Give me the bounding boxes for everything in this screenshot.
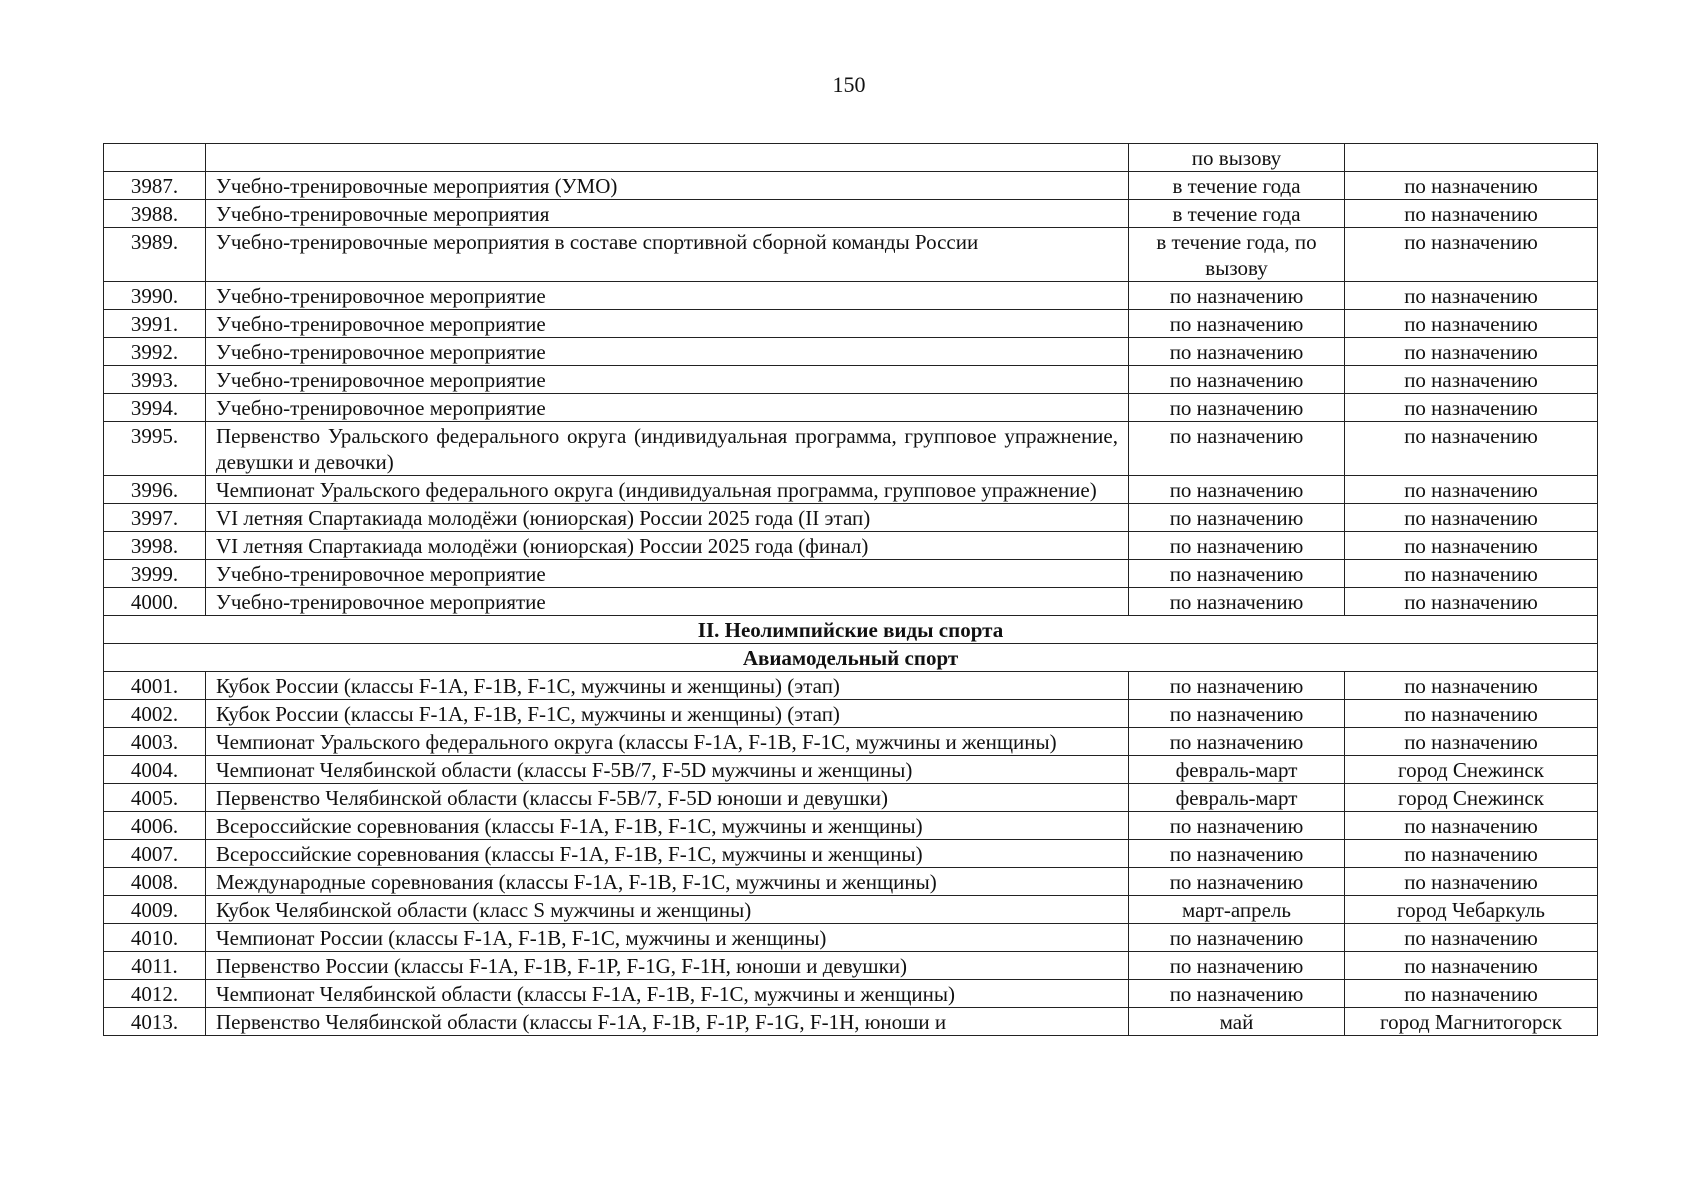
row-number: 4005. xyxy=(104,784,206,812)
table-row xyxy=(104,1008,1598,1036)
event-place: по назначению xyxy=(1345,672,1598,700)
table-row xyxy=(104,784,1598,812)
event-name xyxy=(206,144,1129,172)
row-number: 4012. xyxy=(104,980,206,1008)
section-header-row xyxy=(104,616,1598,644)
event-place: по назначению xyxy=(1345,980,1598,1008)
table-row xyxy=(104,504,1598,532)
event-period: по назначению xyxy=(1129,394,1345,422)
table-row xyxy=(104,980,1598,1008)
event-period: в течение года xyxy=(1129,172,1345,200)
row-number: 3997. xyxy=(104,504,206,532)
event-name: Учебно-тренировочное мероприятие xyxy=(206,560,1129,588)
event-name: Чемпионат Уральского федерального округа (индивидуальная программа, групповое упражнение) xyxy=(206,476,1129,504)
event-name: Чемпионат Челябинской области (классы F-5B/7, F-5D мужчины и женщины) xyxy=(206,756,1129,784)
row-number xyxy=(104,144,206,172)
table-row xyxy=(104,144,1598,172)
row-number: 4013. xyxy=(104,1008,206,1036)
row-number: 4009. xyxy=(104,896,206,924)
event-place: город Чебаркуль xyxy=(1345,896,1598,924)
event-place: по назначению xyxy=(1345,728,1598,756)
event-name: Кубок Челябинской области (класс S мужчины и женщины) xyxy=(206,896,1129,924)
event-name: Чемпионат Челябинской области (классы F-1A, F-1B, F-1C, мужчины и женщины) xyxy=(206,980,1129,1008)
event-period: в течение года, по вызову xyxy=(1129,228,1345,282)
row-number: 3998. xyxy=(104,532,206,560)
table-row xyxy=(104,422,1598,476)
row-number: 3990. xyxy=(104,282,206,310)
table-row xyxy=(104,812,1598,840)
event-name: Международные соревнования (классы F-1A, F-1B, F-1C, мужчины и женщины) xyxy=(206,868,1129,896)
event-name: Всероссийские соревнования (классы F-1A, F-1B, F-1C, мужчины и женщины) xyxy=(206,812,1129,840)
table-row xyxy=(104,532,1598,560)
table-row xyxy=(104,282,1598,310)
event-period: май xyxy=(1129,1008,1345,1036)
event-period: по назначению xyxy=(1129,282,1345,310)
event-period: по назначению xyxy=(1129,924,1345,952)
event-place: по назначению xyxy=(1345,504,1598,532)
event-name: Первенство Челябинской области (классы F-5B/7, F-5D юноши и девушки) xyxy=(206,784,1129,812)
table-row xyxy=(104,840,1598,868)
events-table-body xyxy=(104,144,1598,1036)
table-row xyxy=(104,756,1598,784)
event-period: по назначению xyxy=(1129,812,1345,840)
event-period: по назначению xyxy=(1129,366,1345,394)
section-title: Авиамодельный спорт xyxy=(104,644,1598,672)
event-period: по назначению xyxy=(1129,700,1345,728)
event-name: Учебно-тренировочное мероприятие xyxy=(206,310,1129,338)
event-name: Учебно-тренировочное мероприятие xyxy=(206,366,1129,394)
table-row xyxy=(104,700,1598,728)
event-place: по назначению xyxy=(1345,282,1598,310)
row-number: 3987. xyxy=(104,172,206,200)
event-name: Учебно-тренировочные мероприятия (УМО) xyxy=(206,172,1129,200)
event-period: по вызову xyxy=(1129,144,1345,172)
table-row xyxy=(104,868,1598,896)
event-name: Чемпионат России (классы F-1A, F-1B, F-1C, мужчины и женщины) xyxy=(206,924,1129,952)
event-name: Чемпионат Уральского федерального округа (классы F-1A, F-1B, F-1C, мужчины и женщины) xyxy=(206,728,1129,756)
table-row xyxy=(104,560,1598,588)
row-number: 4006. xyxy=(104,812,206,840)
row-number: 3988. xyxy=(104,200,206,228)
table-row xyxy=(104,172,1598,200)
event-period: по назначению xyxy=(1129,868,1345,896)
table-row xyxy=(104,672,1598,700)
event-period: по назначению xyxy=(1129,476,1345,504)
event-period: по назначению xyxy=(1129,588,1345,616)
event-place: город Магнитогорск xyxy=(1345,1008,1598,1036)
section-header-row xyxy=(104,644,1598,672)
event-period: по назначению xyxy=(1129,560,1345,588)
event-name: Учебно-тренировочное мероприятие xyxy=(206,394,1129,422)
event-place: по назначению xyxy=(1345,840,1598,868)
table-row xyxy=(104,366,1598,394)
event-name: Всероссийские соревнования (классы F-1A, F-1B, F-1C, мужчины и женщины) xyxy=(206,840,1129,868)
table-row xyxy=(104,310,1598,338)
table-row xyxy=(104,228,1598,282)
row-number: 3992. xyxy=(104,338,206,366)
event-name: Кубок России (классы F-1A, F-1B, F-1C, мужчины и женщины) (этап) xyxy=(206,672,1129,700)
row-number: 4000. xyxy=(104,588,206,616)
event-period: по назначению xyxy=(1129,422,1345,476)
event-name: Учебно-тренировочное мероприятие xyxy=(206,338,1129,366)
event-place xyxy=(1345,144,1598,172)
event-period: по назначению xyxy=(1129,728,1345,756)
event-period: в течение года xyxy=(1129,200,1345,228)
event-name: Учебно-тренировочное мероприятие xyxy=(206,282,1129,310)
event-place: по назначению xyxy=(1345,310,1598,338)
event-period: по назначению xyxy=(1129,310,1345,338)
event-name: Учебно-тренировочные мероприятия в составе спортивной сборной команды России xyxy=(206,228,1129,282)
event-place: по назначению xyxy=(1345,228,1598,282)
event-period: по назначению xyxy=(1129,672,1345,700)
event-period: по назначению xyxy=(1129,504,1345,532)
event-place: по назначению xyxy=(1345,952,1598,980)
row-number: 4007. xyxy=(104,840,206,868)
event-name: Учебно-тренировочное мероприятие xyxy=(206,588,1129,616)
event-name: Кубок России (классы F-1A, F-1B, F-1C, мужчины и женщины) (этап) xyxy=(206,700,1129,728)
table-row xyxy=(104,394,1598,422)
section-title: II. Неолимпийские виды спорта xyxy=(104,616,1598,644)
event-name: Первенство России (классы F-1A, F-1B, F-1P, F-1G, F-1H, юноши и девушки) xyxy=(206,952,1129,980)
event-place: по назначению xyxy=(1345,338,1598,366)
event-place: по назначению xyxy=(1345,200,1598,228)
row-number: 3989. xyxy=(104,228,206,282)
event-name: Учебно-тренировочные мероприятия xyxy=(206,200,1129,228)
event-place: по назначению xyxy=(1345,700,1598,728)
event-place: по назначению xyxy=(1345,924,1598,952)
row-number: 3994. xyxy=(104,394,206,422)
event-place: по назначению xyxy=(1345,394,1598,422)
event-period: по назначению xyxy=(1129,952,1345,980)
event-place: по назначению xyxy=(1345,366,1598,394)
row-number: 3996. xyxy=(104,476,206,504)
row-number: 4003. xyxy=(104,728,206,756)
event-place: по назначению xyxy=(1345,812,1598,840)
event-period: по назначению xyxy=(1129,980,1345,1008)
event-period: по назначению xyxy=(1129,532,1345,560)
event-name: VI летняя Спартакиада молодёжи (юниорская) России 2025 года (финал) xyxy=(206,532,1129,560)
table-row xyxy=(104,200,1598,228)
row-number: 4008. xyxy=(104,868,206,896)
event-place: по назначению xyxy=(1345,588,1598,616)
table-row xyxy=(104,952,1598,980)
event-place: по назначению xyxy=(1345,560,1598,588)
row-number: 4002. xyxy=(104,700,206,728)
table-row xyxy=(104,588,1598,616)
event-period: март-апрель xyxy=(1129,896,1345,924)
row-number: 4001. xyxy=(104,672,206,700)
row-number: 4010. xyxy=(104,924,206,952)
event-place: город Снежинск xyxy=(1345,784,1598,812)
event-place: по назначению xyxy=(1345,532,1598,560)
event-place: по назначению xyxy=(1345,422,1598,476)
event-period: по назначению xyxy=(1129,338,1345,366)
events-table xyxy=(103,143,1598,1036)
event-place: город Снежинск xyxy=(1345,756,1598,784)
event-period: февраль-март xyxy=(1129,784,1345,812)
table-row xyxy=(104,338,1598,366)
event-period: по назначению xyxy=(1129,840,1345,868)
row-number: 3999. xyxy=(104,560,206,588)
event-place: по назначению xyxy=(1345,476,1598,504)
row-number: 4011. xyxy=(104,952,206,980)
table-row xyxy=(104,476,1598,504)
row-number: 3991. xyxy=(104,310,206,338)
row-number: 3993. xyxy=(104,366,206,394)
table-row xyxy=(104,728,1598,756)
table-row xyxy=(104,896,1598,924)
event-period: февраль-март xyxy=(1129,756,1345,784)
event-name: VI летняя Спартакиада молодёжи (юниорская) России 2025 года (II этап) xyxy=(206,504,1129,532)
event-name: Первенство Уральского федерального округа (индивидуальная программа, групповое упражнение, девушки и девочки) xyxy=(206,422,1129,476)
event-name: Первенство Челябинской области (классы F-1A, F-1B, F-1P, F-1G, F-1H, юноши и xyxy=(206,1008,1129,1036)
page-number: 150 xyxy=(832,72,866,97)
row-number: 3995. xyxy=(104,422,206,476)
row-number: 4004. xyxy=(104,756,206,784)
event-place: по назначению xyxy=(1345,172,1598,200)
event-place: по назначению xyxy=(1345,868,1598,896)
table-row xyxy=(104,924,1598,952)
